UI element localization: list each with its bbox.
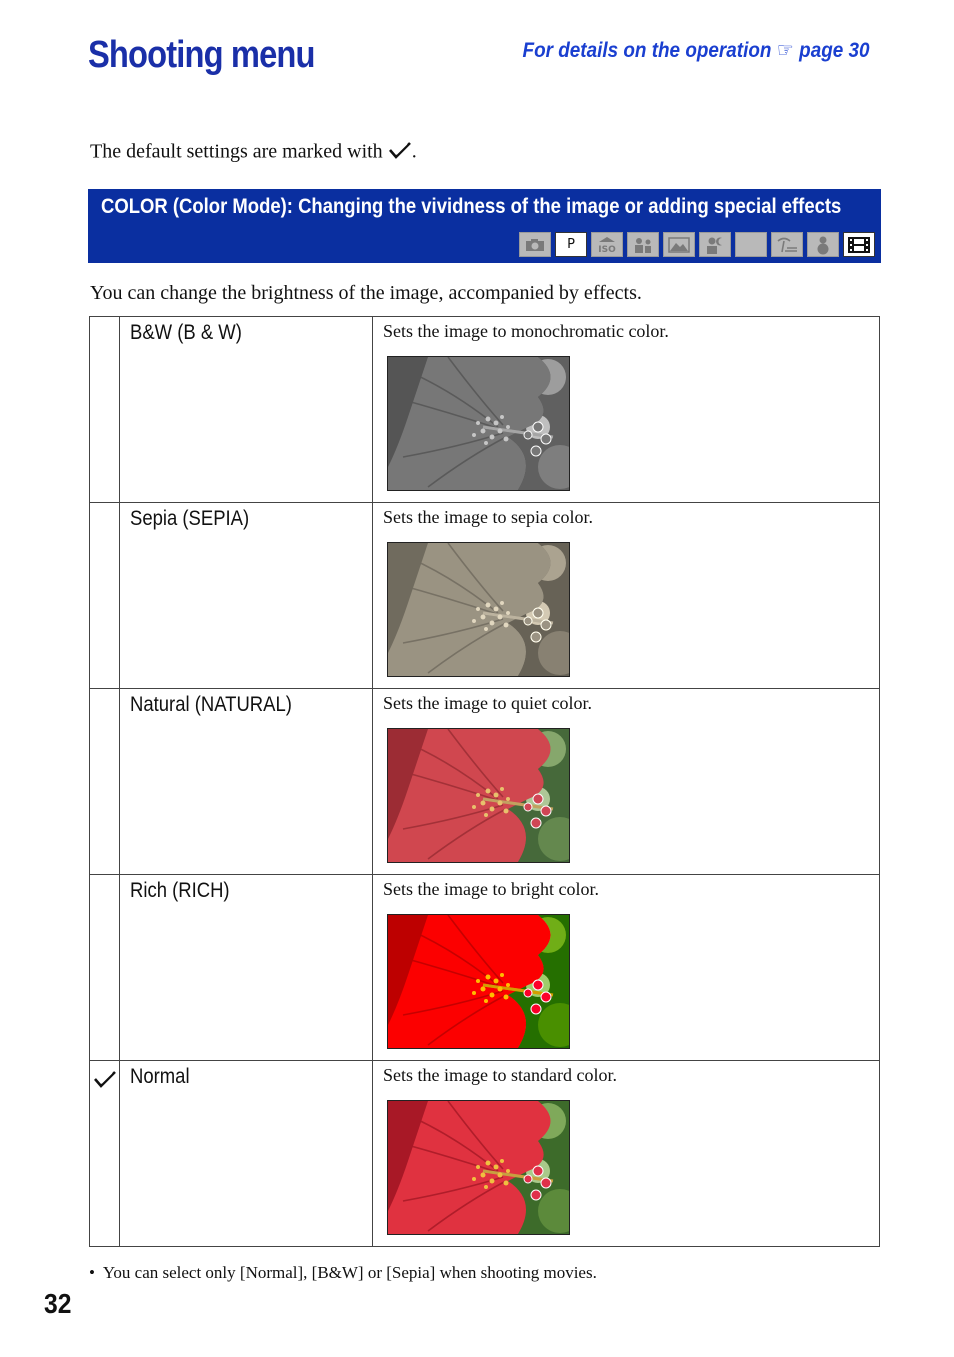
option-name-cell [120,875,373,1061]
twilight-icon [735,232,767,257]
page-title: Shooting menu [88,34,315,76]
camera-icon [519,232,551,257]
landscape-icon [663,232,695,257]
sample-photo-normal [387,1100,570,1235]
twilight-portrait-icon [699,232,731,257]
reference-page[interactable]: page 30 [799,39,870,62]
option-name: Sepia (SEPIA) [130,507,250,530]
sample-photo-sepia [387,542,570,677]
soft-snap-icon [627,232,659,257]
banner-title: COLOR (Color Mode): Changing the vividness of the image or adding special effects [101,195,842,218]
option-row-rich[interactable] [90,875,880,1061]
shooting-mode-icons [519,232,875,257]
option-row-normal[interactable] [90,1061,880,1247]
default-mark-cell [90,689,120,875]
default-note-text: The default settings are marked with [90,140,383,163]
sample-photo-natural [387,728,570,863]
default-mark-cell [90,875,120,1061]
checkmark-icon [388,140,412,166]
option-name-cell [120,317,373,503]
high-sensitivity-icon [591,232,623,257]
option-desc-cell [373,317,880,503]
color-mode-banner [88,189,881,263]
option-row-sepia[interactable] [90,503,880,689]
program-mode-icon: P [555,232,587,257]
page-number: 32 [44,1288,72,1319]
color-mode-options-table [89,316,880,1247]
movie-icon [843,232,875,257]
intro-text: You can change the brightness of the image, accompanied by effects. [90,282,642,304]
sample-photo-rich [387,914,570,1049]
default-settings-note [90,140,417,166]
option-description: Sets the image to bright color. [383,879,599,899]
option-name-cell [120,689,373,875]
snow-icon [807,232,839,257]
option-name: Rich (RICH) [130,879,230,902]
default-note-period: . [411,140,417,163]
default-mark-cell [90,1061,120,1247]
option-desc-cell [373,689,880,875]
option-name: B&W (B & W) [130,321,242,344]
option-row-natural[interactable] [90,689,880,875]
default-mark-cell [90,317,120,503]
operation-reference[interactable] [523,38,870,63]
pointing-hand-icon: ☞ [777,39,795,62]
option-name: Natural (NATURAL) [130,693,292,716]
option-description: Sets the image to sepia color. [383,507,593,527]
beach-icon [771,232,803,257]
option-desc-cell [373,875,880,1061]
option-name-cell [120,503,373,689]
option-description: Sets the image to standard color. [383,1065,617,1085]
option-description: Sets the image to monochromatic color. [383,321,669,341]
option-row-bw[interactable] [90,317,880,503]
option-description: Sets the image to quiet color. [383,693,592,713]
checkmark-icon [93,1069,117,1094]
reference-text: For details on the operation [522,39,772,62]
sample-photo-bw [387,356,570,491]
option-desc-cell [373,1061,880,1247]
svg-text:ISO: ISO [598,244,616,254]
default-mark-cell [90,503,120,689]
option-desc-cell [373,503,880,689]
option-name: Normal [130,1065,190,1088]
option-name-cell [120,1061,373,1247]
footnote: • You can select only [Normal], [B&W] or [Sepia] when shooting movies. [89,1263,597,1282]
